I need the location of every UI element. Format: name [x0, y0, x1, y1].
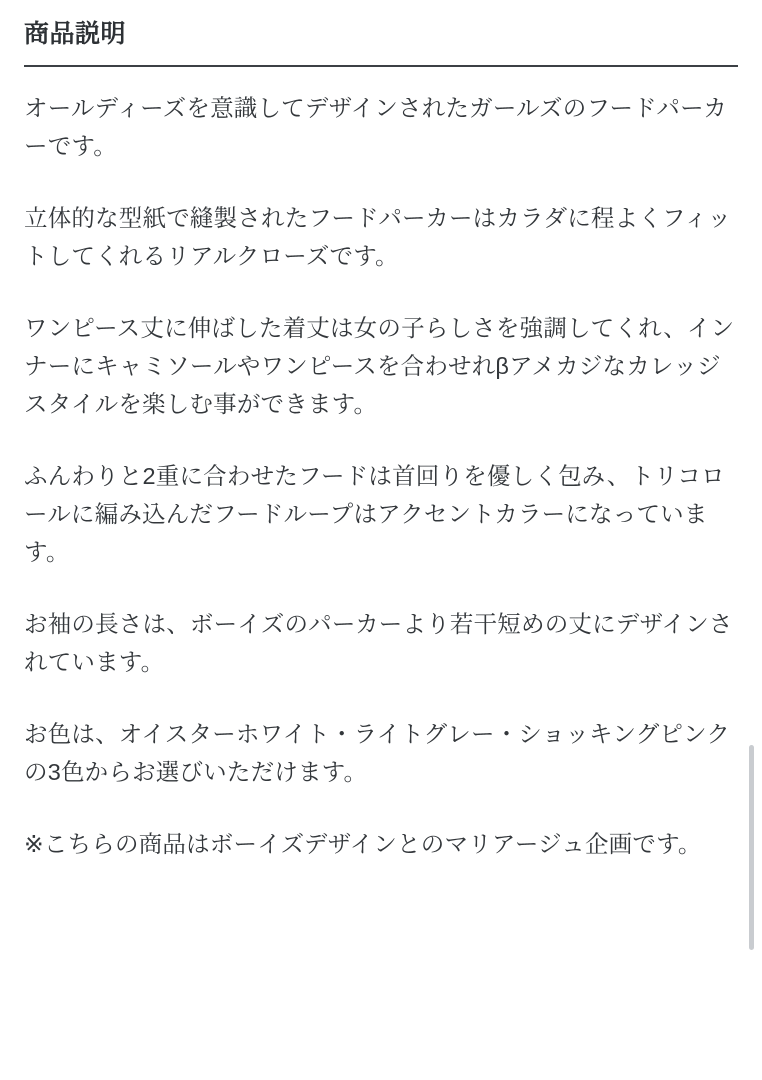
title-divider — [24, 65, 738, 67]
description-paragraph: お色は、オイスターホワイト・ライトグレー・ショッキングピンクの3色からお選びいただけます。 — [24, 721, 731, 786]
description-body — [24, 89, 738, 864]
description-paragraph: ※こちらの商品はボーイズデザインとのマリアージュ企画です。 — [24, 831, 702, 858]
vertical-scrollbar-track[interactable] — [752, 0, 758, 1080]
description-paragraph: ふんわりと2重に合わせたフードは首回りを優しく包み、トリコロールに編み込んだフードループはアクセントカラーになっています。 — [24, 462, 725, 566]
description-paragraph: ワンピース丈に伸ばした着丈は女の子らしさを強調してくれ、インナーにキャミソールやワンピースを合わせれβアメカジなカレッジスタイルを楽しむ事ができます。 — [24, 314, 735, 417]
page-title: 商品説明 — [24, 20, 127, 48]
description-paragraph: オールディーズを意識してデザインされたガールズのフードパーカーです。 — [24, 94, 728, 159]
description-paragraph: お袖の長さは、ボーイズのパーカーより若干短めの丈にデザインされています。 — [24, 611, 733, 676]
description-paragraph: 立体的な型紙で縫製されたフードパーカーはカラダに程よくフィットしてくれるリアルクローズです。 — [24, 204, 732, 269]
vertical-scrollbar-thumb[interactable] — [749, 745, 754, 950]
